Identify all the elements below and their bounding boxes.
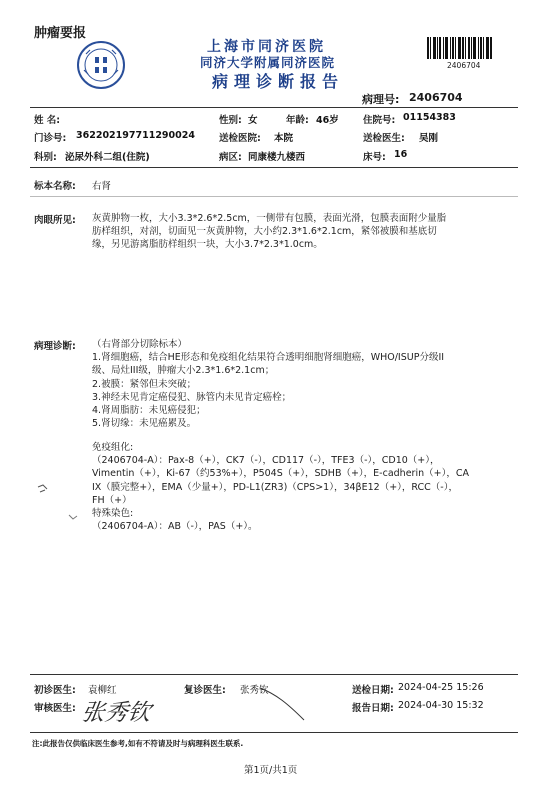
patient-age: 46岁 <box>316 115 339 126</box>
gross-line: 缘，另见游离脂肪样组织一块，大小3.7*2.3*1.0cm。 <box>92 239 323 251</box>
ward-label: 病区: <box>219 152 242 163</box>
clinic-no-label: 门诊号: <box>34 133 67 144</box>
initial-doctor: 袁柳红 <box>88 685 117 696</box>
bed: 16 <box>394 149 408 160</box>
name-label: 姓 名: <box>34 115 61 126</box>
report-title: 病理诊断报告 <box>212 72 345 91</box>
ihc-line: IX（膜完整+），EMA（少量+），PD-L1(ZR3)（CPS>1），34βE12（+），RCC（-）， <box>92 481 458 493</box>
divider <box>30 107 518 108</box>
report-date: 2024-04-30 15:32 <box>398 700 484 711</box>
divider <box>30 674 518 675</box>
diagnosis-line: 2.被膜：紧邻但未突破； <box>92 378 197 390</box>
divider <box>30 196 518 197</box>
send-date-label: 送检日期: <box>352 685 394 696</box>
gross-line: 灰黄肿物一枚，大小3.3*2.6*2.5cm，一侧带有包膜，表面光滑，包膜表面附少量脂 <box>92 213 447 224</box>
review-doctor-label: 复诊医生: <box>184 685 226 696</box>
page-number: 第1页/共1页 <box>244 765 298 776</box>
pathology-number: 2406704 <box>409 91 463 104</box>
send-date: 2024-04-25 15:26 <box>398 682 484 693</box>
handwritten-signature: 张秀钦 <box>79 700 153 726</box>
initial-doctor-label: 初诊医生: <box>34 685 76 696</box>
diagnosis-label: 病理诊断: <box>34 341 76 352</box>
review-doctor: 张秀钦 <box>240 685 269 696</box>
signature-stroke <box>258 686 308 722</box>
specimen-label: 标本名称: <box>34 181 76 192</box>
footer-note: 注:此报告仅供临床医生参考,如有不符请及时与病理科医生联系. <box>32 739 244 748</box>
gross-label: 肉眼所见: <box>34 215 76 226</box>
diagnosis-line: 5.肾切缘：未见癌累及。 <box>92 418 197 430</box>
audit-doctor-label: 审核医生: <box>34 703 76 714</box>
send-hospital: 本院 <box>274 133 294 144</box>
diagnosis-line: 1.肾细胞癌，结合HE形态和免疫组化结果符合透明细胞肾细胞癌，WHO/ISUP分级II <box>92 352 445 364</box>
scan-mark <box>67 512 79 522</box>
diagnosis-line: 级、局灶III级，肿瘤大小2.3*1.6*2.1cm； <box>92 365 275 377</box>
ihc-line: Vimentin（+），Ki-67（约53%+），P504S（+），SDHB（+），E-cadherin（+），CA <box>92 468 469 480</box>
send-hospital-label: 送检医院: <box>219 133 261 144</box>
dept: 泌尿外科二组(住院) <box>65 152 150 163</box>
inpatient-no-label: 住院号: <box>363 115 396 126</box>
ihc-text <box>92 441 512 533</box>
clinic-no: 362202197711290024 <box>76 130 195 141</box>
bed-label: 床号: <box>363 152 386 163</box>
barcode-number: 2406704 <box>447 61 481 70</box>
sex-label: 性别: <box>219 115 242 126</box>
gross-line: 肪样组织，对剖，切面见一灰黄肿物，大小约2.3*1.6*2.1cm，紧邻被膜和基底切 <box>92 226 437 238</box>
specimen-value: 右肾 <box>92 181 112 192</box>
diagnosis-line: 3.神经未见肯定癌侵犯、脉管内未见肯定癌栓； <box>92 391 292 403</box>
hospital-logo <box>76 40 126 90</box>
scan-mark <box>36 483 50 495</box>
gross-description <box>92 212 512 252</box>
hospital-affiliation: 同济大学附属同济医院 <box>200 55 336 70</box>
divider <box>30 167 518 168</box>
dept-label: 科别: <box>34 152 57 163</box>
report-date-label: 报告日期: <box>352 703 394 714</box>
ihc-line: （2406704-A）：AB（-），PAS（+）。 <box>92 521 258 533</box>
diagnosis-line: （右肾部分切除标本） <box>92 339 188 350</box>
divider <box>30 732 518 733</box>
age-label: 年龄: <box>286 115 309 126</box>
barcode <box>427 37 492 59</box>
patient-sex: 女 <box>248 115 258 126</box>
pathology-number-label: 病理号: <box>362 93 400 106</box>
ihc-line: （2406704-A）：Pax-8（+），CK7（-），CD117（-），TFE3（-），CD10（+）， <box>92 455 440 467</box>
corner-tag: 肿瘤要报 <box>34 26 87 41</box>
hospital-name: 上海市同济医院 <box>207 39 326 55</box>
send-doctor-label: 送检医生: <box>363 133 405 144</box>
diagnosis-line: 4.肾周脂肪：未见癌侵犯； <box>92 405 206 417</box>
send-doctor: 吴刚 <box>419 133 439 144</box>
ihc-line: FH（+） <box>92 494 132 506</box>
ward: 同康楼九楼西 <box>248 152 306 163</box>
ihc-line: 免疫组化: <box>92 442 134 453</box>
diagnosis-text <box>92 338 512 430</box>
ihc-line: 特殊染色: <box>92 508 134 520</box>
inpatient-no: 01154383 <box>403 112 456 123</box>
